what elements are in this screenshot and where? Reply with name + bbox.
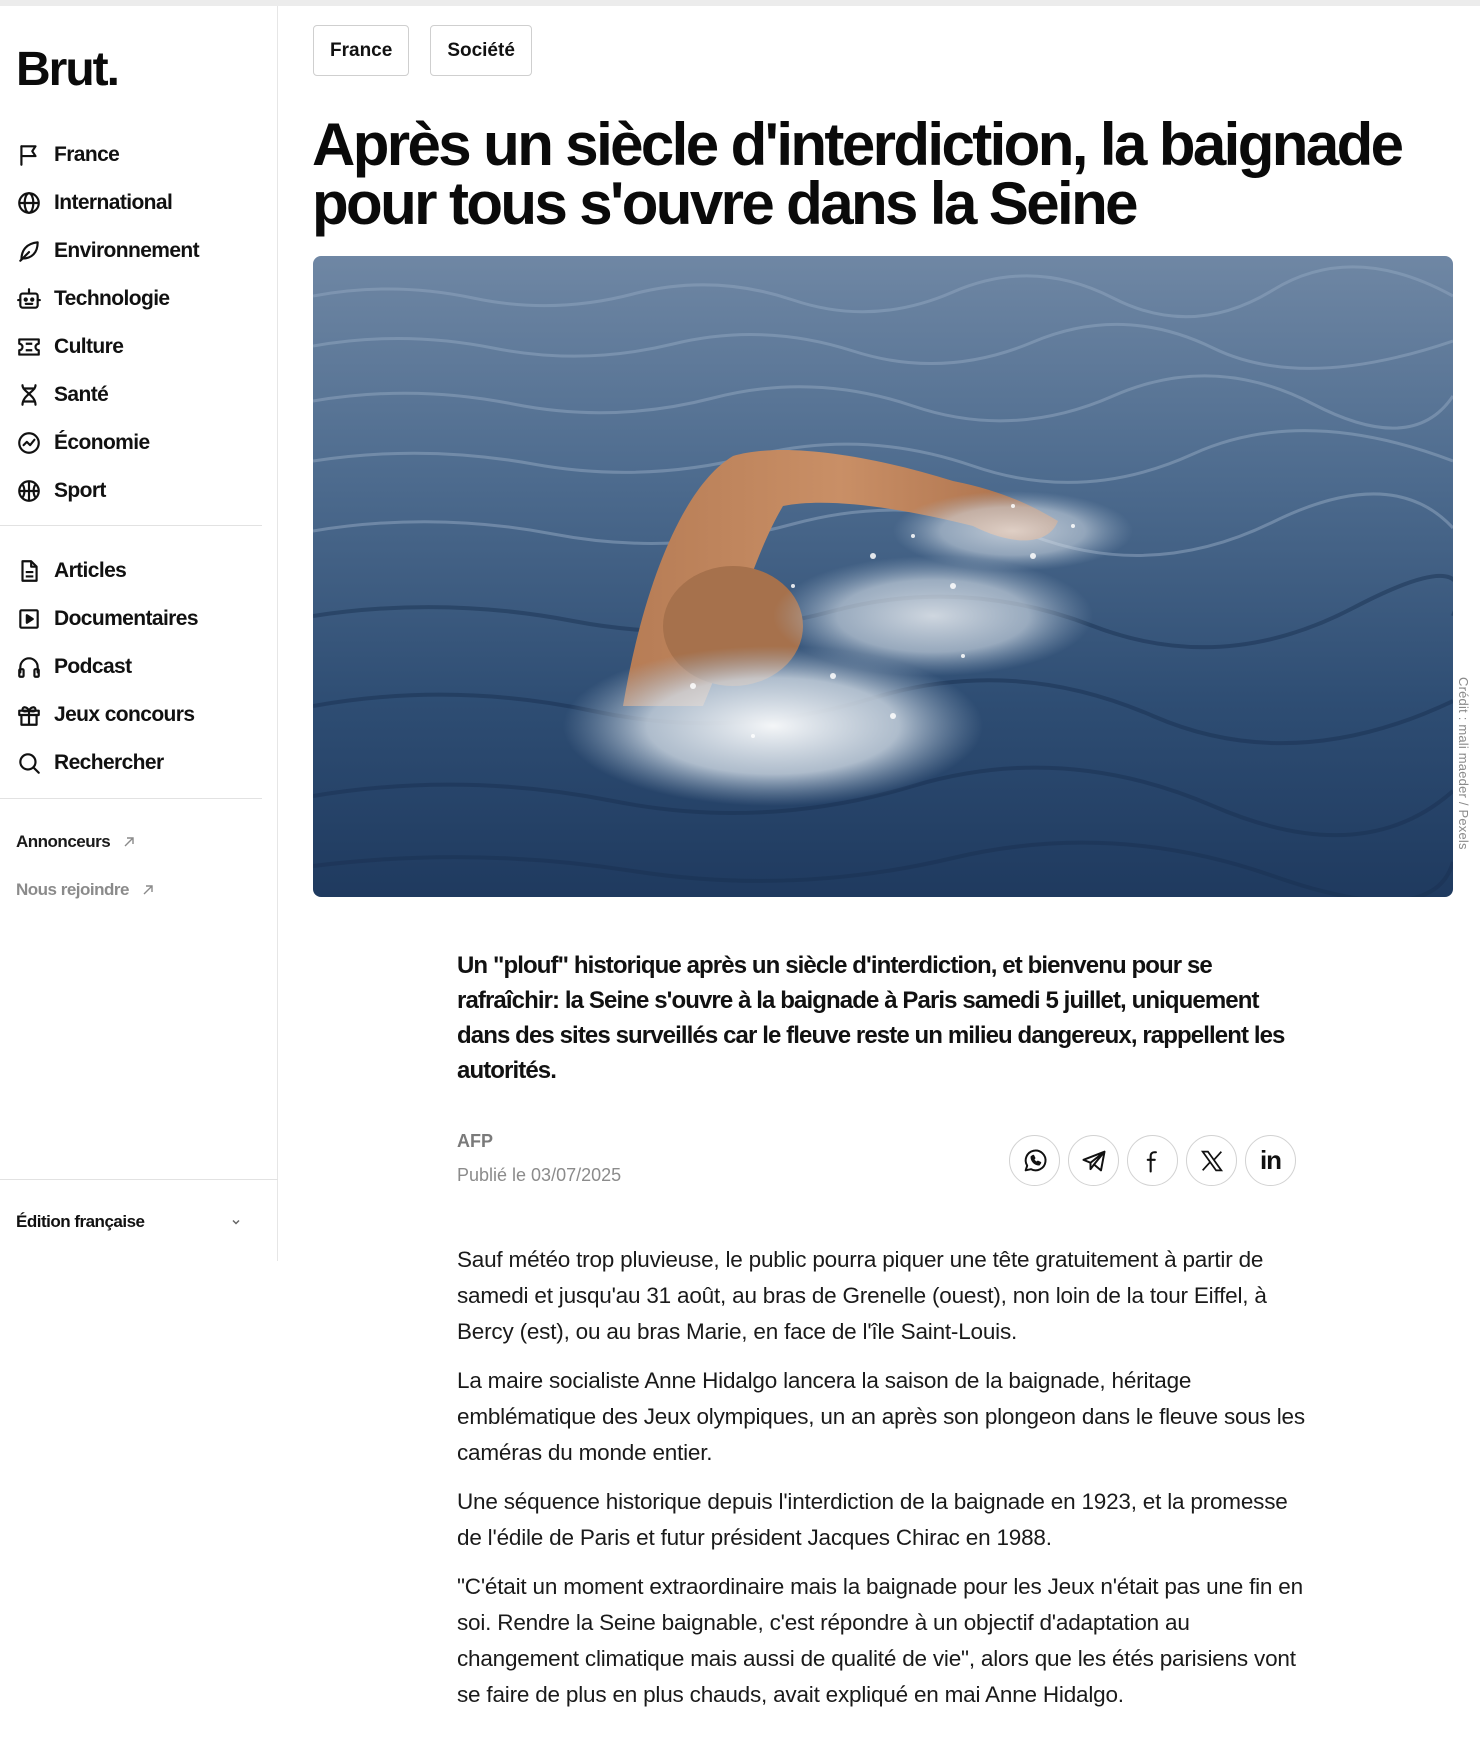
edition-selector[interactable] — [16, 1212, 242, 1232]
sidebar-divider — [0, 525, 262, 526]
sidebar-item-label: Environnement — [54, 239, 200, 262]
robot-icon — [16, 286, 42, 312]
sidebar-item-label: Rechercher — [54, 751, 164, 774]
sidebar-item-articles[interactable] — [16, 547, 266, 595]
external-arrow-icon — [141, 883, 155, 897]
gift-icon — [16, 702, 42, 728]
byline — [457, 1131, 621, 1186]
edition-label: Édition française — [16, 1212, 145, 1231]
article-paragraph: "C'était un moment extraordinaire mais la baignade pour les Jeux n'était pas une fin en soi. Rendre la Seine baignable, c'est répondre à un objectif d'adaptation au changement climatique mais aussi de qualité de vie", alors que les étés parisiens vont se faire de plus en plus chauds, avait expliqué en mai Anne Hidalgo. — [457, 1574, 1303, 1707]
brut-logo[interactable]: Brut. — [16, 43, 118, 96]
primary-nav — [16, 131, 266, 515]
sidebar-item-culture[interactable] — [16, 323, 266, 371]
facebook-icon — [1139, 1147, 1167, 1175]
globe-icon — [16, 190, 42, 216]
sidebar-divider — [0, 1179, 278, 1180]
swimmer-photo — [313, 256, 1453, 897]
sidebar-item-international[interactable] — [16, 179, 266, 227]
tag-societe[interactable]: Société — [430, 25, 532, 76]
x-icon — [1198, 1147, 1226, 1175]
sidebar-item-label: Santé — [54, 383, 109, 406]
sidebar-item-label: Podcast — [54, 655, 132, 678]
document-icon — [16, 558, 42, 584]
sidebar — [0, 6, 278, 1261]
image-credit: Crédit : mali maeder / Pexels — [1456, 677, 1471, 850]
article-lead: Un "plouf" historique après un siècle d'interdiction, et bienvenu pour se rafraîchir: la Seine s'ouvre à la baignade à Paris samedi 5 juillet, uniquement dans des sites surveillés car le fleuve reste un milieu dangereux, rappellent les autorités. — [457, 952, 1285, 1084]
article-paragraph: La maire socialiste Anne Hidalgo lancera la saison de la baignade, héritage emblématique des Jeux olympiques, un an après son plongeon dans le fleuve sous les caméras du monde entier. — [457, 1368, 1305, 1465]
sidebar-item-label: Technologie — [54, 287, 170, 310]
sidebar-item-economie[interactable] — [16, 419, 266, 467]
sidebar-item-documentaires[interactable] — [16, 595, 266, 643]
advertisers-link[interactable] — [16, 832, 136, 852]
telegram-icon — [1080, 1147, 1108, 1175]
play-square-icon — [16, 606, 42, 632]
share-whatsapp-button[interactable] — [1009, 1135, 1060, 1186]
sidebar-item-label: Culture — [54, 335, 124, 358]
whatsapp-icon — [1021, 1147, 1049, 1175]
chart-circle-icon — [16, 430, 42, 456]
sidebar-item-france[interactable] — [16, 131, 266, 179]
sidebar-item-label: Sport — [54, 479, 106, 502]
share-x-button[interactable] — [1186, 1135, 1237, 1186]
sidebar-divider — [0, 798, 262, 799]
sidebar-item-technologie[interactable] — [16, 275, 266, 323]
basketball-icon — [16, 478, 42, 504]
hero-image — [313, 256, 1453, 897]
join-us-link[interactable] — [16, 880, 155, 900]
join-us-label: Nous rejoindre — [16, 880, 129, 899]
linkedin-icon: in — [1259, 1145, 1282, 1175]
secondary-nav — [16, 547, 266, 787]
tag-france[interactable]: France — [313, 25, 409, 76]
sidebar-item-label: Articles — [54, 559, 127, 582]
external-arrow-icon — [122, 835, 136, 849]
share-linkedin-button[interactable] — [1245, 1135, 1296, 1186]
article-paragraph: Sauf météo trop pluvieuse, le public pourra piquer une tête gratuitement à partir de samedi et jusqu'au 31 août, au bras de Grenelle (ouest), non loin de la tour Eiffel, à Bercy (est), ou au bras Marie, en face de l'île Saint-Louis. — [457, 1247, 1267, 1344]
share-facebook-button[interactable] — [1127, 1135, 1178, 1186]
dna-icon — [16, 382, 42, 408]
publish-date: Publié le 03/07/2025 — [457, 1165, 622, 1185]
headphones-icon — [16, 654, 42, 680]
leaf-icon — [16, 238, 42, 264]
sidebar-item-label: France — [54, 143, 120, 166]
sidebar-item-podcast[interactable] — [16, 643, 266, 691]
sidebar-item-label: International — [54, 191, 173, 214]
sidebar-item-rechercher[interactable] — [16, 739, 266, 787]
sidebar-item-jeux-concours[interactable] — [16, 691, 266, 739]
flag-icon — [16, 142, 42, 168]
sidebar-item-label: Jeux concours — [54, 703, 195, 726]
chevron-down-icon — [230, 1216, 242, 1228]
search-icon — [16, 750, 42, 776]
article-body — [457, 1242, 1307, 1726]
ticket-icon — [16, 334, 42, 360]
sidebar-item-environnement[interactable] — [16, 227, 266, 275]
sidebar-item-sante[interactable] — [16, 371, 266, 419]
article-paragraph: Une séquence historique depuis l'interdiction de la baignade en 1923, et la promesse de l'édile de Paris et futur président Jacques Chirac en 1988. — [457, 1489, 1288, 1550]
article-tags — [313, 25, 553, 76]
sidebar-item-sport[interactable] — [16, 467, 266, 515]
advertisers-label: Annonceurs — [16, 832, 111, 851]
share-bar — [1009, 1135, 1304, 1186]
sidebar-item-label: Documentaires — [54, 607, 198, 630]
sidebar-item-label: Économie — [54, 431, 150, 454]
article-title: Après un siècle d'interdiction, la baignade pour tous s'ouvre dans la Seine — [312, 111, 1402, 237]
author: AFP — [457, 1131, 493, 1151]
share-telegram-button[interactable] — [1068, 1135, 1119, 1186]
